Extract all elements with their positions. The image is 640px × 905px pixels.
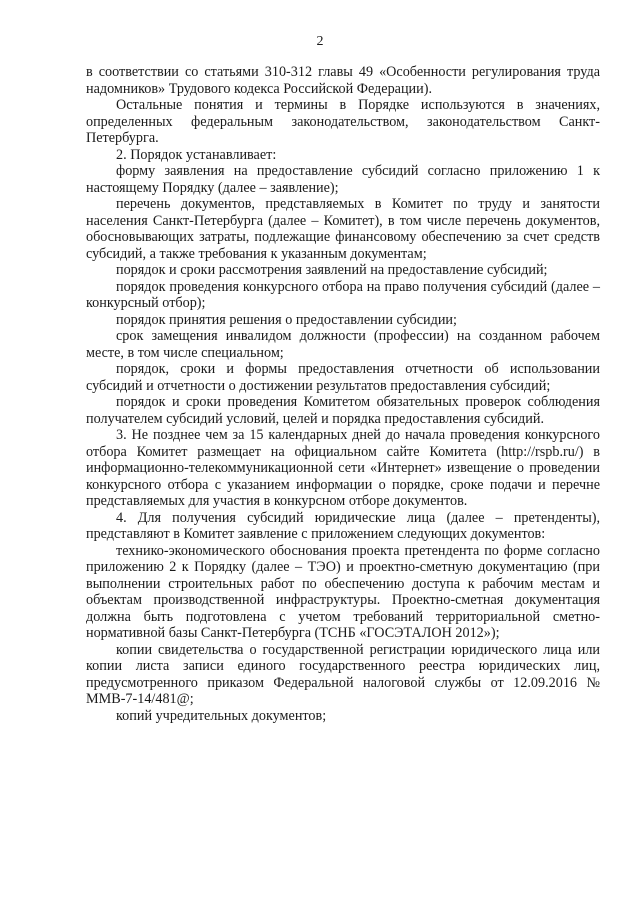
paragraph: порядок и сроки проведения Комитетом обязательных проверок соблюдения получателем субсидий условий, целей и порядка предоставления субсидий. — [86, 394, 600, 427]
paragraph: срок замещения инвалидом должности (профессии) на созданном рабочем месте, в том числе специальном; — [86, 328, 600, 361]
paragraph: 3. Не позднее чем за 15 календарных дней до начала проведения конкурсного отбора Комитет размещает на официальном сайте Комитета (http://rspb.ru/) в информационно-телекоммуникационной сети «Интернет» извещение о проведении конкурсного отбора с указанием информации о порядке, сроке подачи и перечне представляемых для участия в конкурсном отборе документов. — [86, 427, 600, 509]
paragraph: в соответствии со статьями 310-312 главы 49 «Особенности регулирования труда надомников» Трудового кодекса Российской Федерации). — [86, 64, 600, 97]
paragraph: порядок и сроки рассмотрения заявлений на предоставление субсидий; — [116, 262, 548, 278]
paragraph: 2. Порядок устанавливает: — [116, 146, 277, 163]
paragraph: технико-экономического обоснования проекта претендента по форме согласно приложению 2 к Порядку (далее – ТЭО) и проектно-сметную документацию (при выполнении строительных работ по обеспечению доступа к рабочим местам и объектам производственной инфраструктуры. Проектно-сметная документация должна быть подготовлена с учетом требований территориальной сметно-нормативной базы Санкт-Петербурга (ТСНБ «ГОСЭТАЛОН 2012»); — [86, 542, 600, 641]
paragraph: копии свидетельства о государственной регистрации юридического лица или копии листа записи единого государственного реестра юридических лиц, предусмотренного приказом Федеральной налоговой службы от 12.09.2016 № ММВ-7-14/481@; — [86, 641, 600, 707]
paragraph: форму заявления на предоставление субсидий согласно приложению 1 к настоящему Порядку (далее – заявление); — [86, 163, 600, 196]
paragraph: перечень документов, представляемых в Комитет по труду и занятости населения Санкт-Петербурга (далее – Комитет), в том числе перечень документов, обосновывающих затраты, подлежащие финансовому обеспечению за счет средств субсидий, а также требования к указанным документам; — [86, 196, 600, 262]
paragraph: порядок проведения конкурсного отбора на право получения субсидий (далее – конкурсный отбор); — [86, 278, 600, 311]
paragraph: копий учредительных документов; — [116, 707, 327, 724]
paragraph: Остальные понятия и термины в Порядке используются в значениях, определенных федеральным законодательством, законодательством Санкт-Петербурга. — [86, 97, 600, 146]
paragraph: порядок принятия решения о предоставлении субсидии; — [116, 311, 457, 328]
paragraph: 4. Для получения субсидий юридические лица (далее – претенденты), представляют в Комитет заявление с приложением следующих документов: — [86, 509, 600, 542]
document-body — [86, 64, 600, 724]
page-number: 2 — [316, 34, 324, 49]
paragraph: порядок, сроки и формы предоставления отчетности об использовании субсидий и отчетности о достижении результатов предоставления субсидий; — [86, 361, 600, 394]
